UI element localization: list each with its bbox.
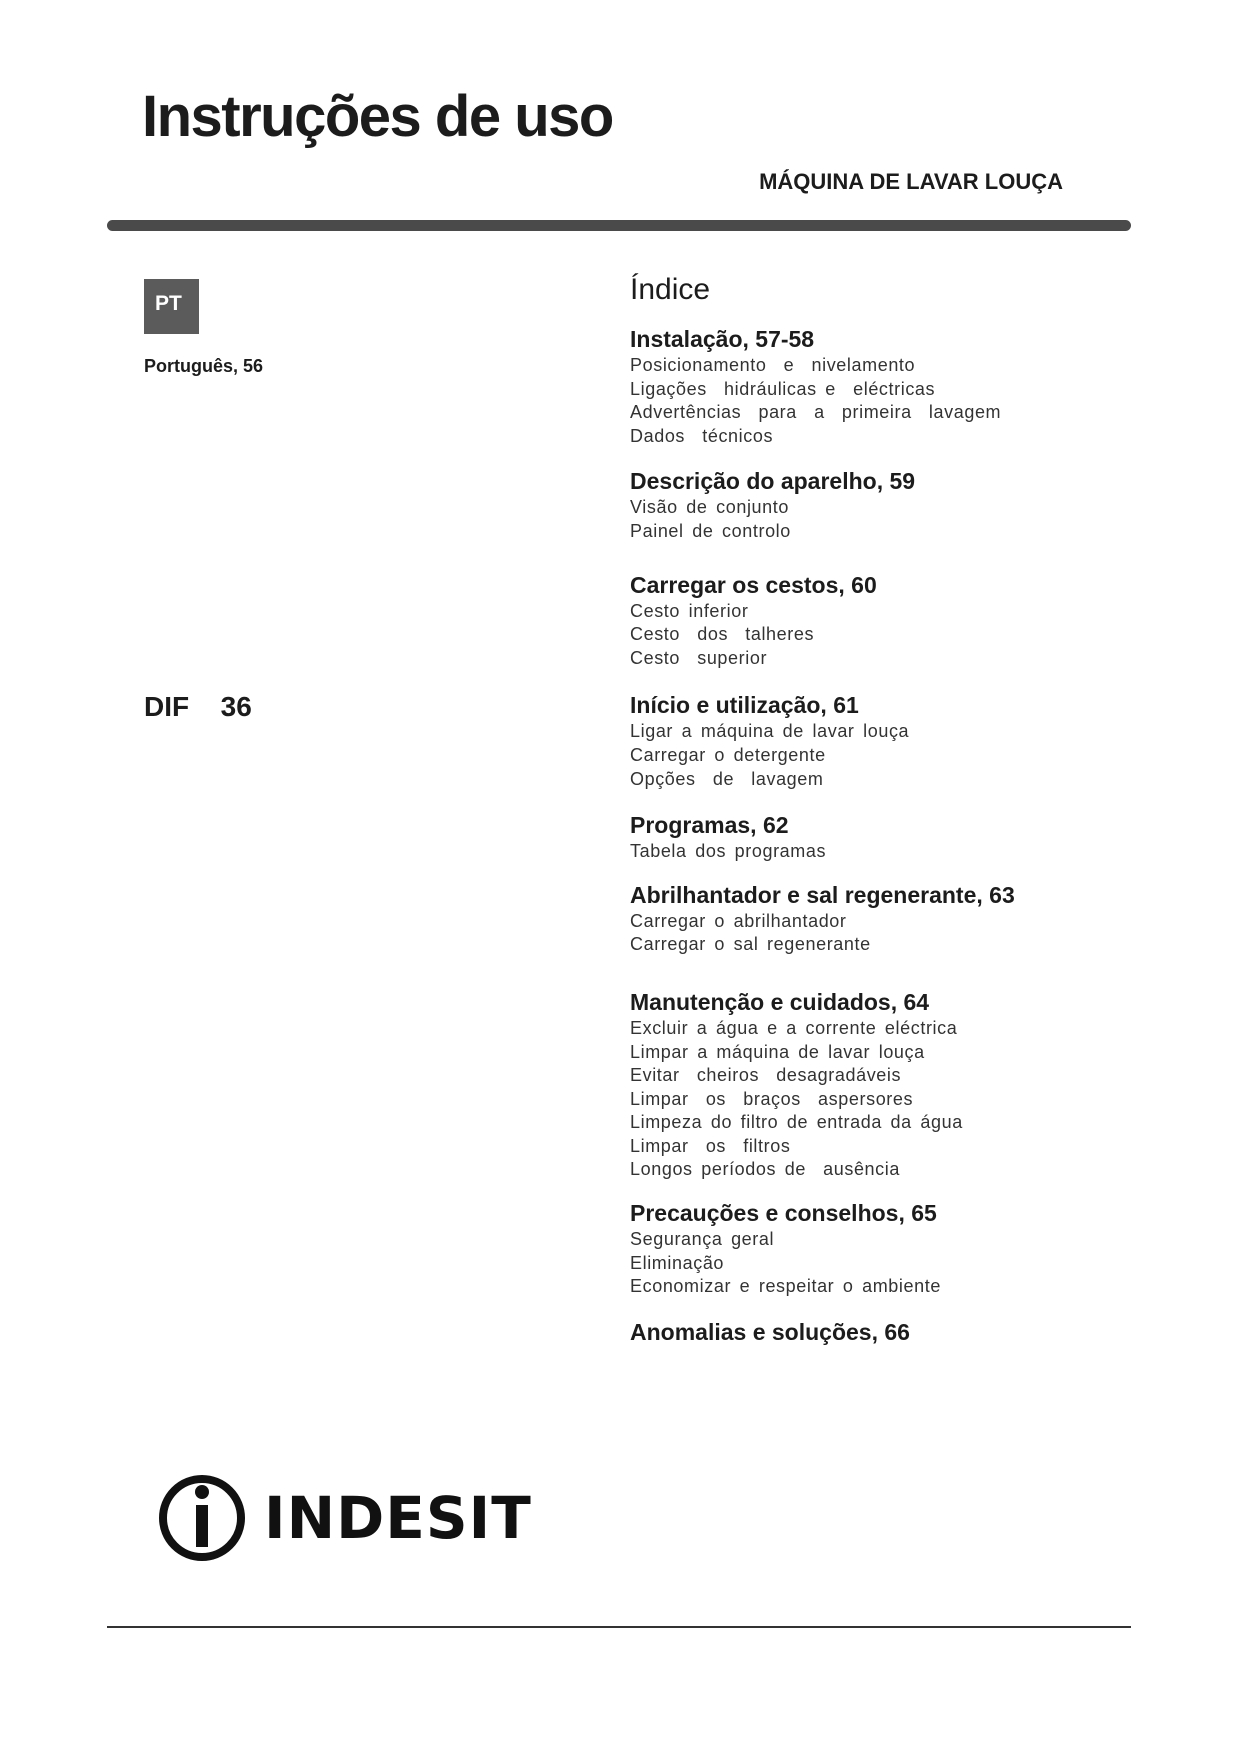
- page-title: Instruções de uso: [142, 84, 613, 149]
- toc-section-title: Abrilhantador e sal regenerante, 63: [630, 881, 1015, 908]
- toc-section: [630, 987, 1190, 1182]
- toc-subitem: Limpar os braços aspersores: [630, 1088, 914, 1109]
- toc-subitem: Visão de conjunto: [630, 497, 789, 518]
- toc-section: [630, 466, 1190, 543]
- toc-section-title: Programas, 62: [630, 812, 789, 839]
- toc-subitem: Advertências para a primeira lavagem: [630, 402, 1002, 423]
- toc-subitem: Opções de lavagem: [630, 768, 824, 789]
- model-number: DIF 36: [144, 691, 252, 722]
- language-badge: PT: [144, 279, 199, 334]
- indesit-i-icon: [156, 1472, 248, 1564]
- toc-section-title: Precauções e conselhos, 65: [630, 1200, 937, 1227]
- brand-logo: [156, 1472, 532, 1564]
- toc-section: [630, 810, 1190, 864]
- toc-subitem: Excluir a água e a corrente eléctrica: [630, 1017, 958, 1038]
- toc-section-title: Início e utilização, 61: [630, 692, 859, 719]
- toc-section-title: Manutenção e cuidados, 64: [630, 988, 930, 1015]
- toc-section-title: Carregar os cestos, 60: [630, 571, 877, 598]
- toc-subitem: Limpeza do filtro de entrada da água: [630, 1112, 963, 1133]
- toc-subitem: Cesto superior: [630, 647, 768, 668]
- toc-subitem: Dados técnicos: [630, 425, 774, 446]
- toc-section-title: Instalação, 57-58: [630, 326, 815, 352]
- toc-subitem: Cesto dos talheres: [630, 624, 815, 645]
- toc-section: [630, 324, 1190, 448]
- toc-subitem: Evitar cheiros desagradáveis: [630, 1065, 902, 1086]
- toc-subitem: Posicionamento e nivelamento: [630, 355, 916, 375]
- footer-divider: [107, 1626, 1131, 1628]
- toc-section-title: Anomalias e soluções, 66: [630, 1318, 910, 1345]
- toc-subitem: Limpar a máquina de lavar louça: [630, 1041, 925, 1062]
- toc-subitem: Longos períodos de ausência: [630, 1159, 900, 1180]
- toc-subitem: Carregar o abrilhantador: [630, 910, 847, 931]
- toc-subitem: Economizar e respeitar o ambiente: [630, 1276, 941, 1297]
- toc-section: [630, 880, 1190, 957]
- toc-section: [630, 1198, 1190, 1299]
- toc-section: [630, 690, 1190, 791]
- toc-heading: Índice: [630, 273, 711, 306]
- toc-section: [630, 570, 1190, 671]
- toc-subitem: Carregar o detergente: [630, 744, 826, 765]
- toc-subitem: Segurança geral: [630, 1229, 775, 1250]
- toc-subitem: Limpar os filtros: [630, 1135, 791, 1156]
- toc-subitem: Carregar o sal regenerante: [630, 934, 871, 955]
- toc-section: [630, 1317, 1190, 1347]
- brand-name: INDESIT: [264, 1484, 532, 1552]
- toc-section-title: Descrição do aparelho, 59: [630, 468, 916, 495]
- language-entry: Português, 56: [144, 356, 264, 376]
- header-divider: [107, 220, 1131, 231]
- toc-subitem: Cesto inferior: [630, 600, 749, 621]
- toc-subitem: Ligar a máquina de lavar louça: [630, 721, 910, 742]
- product-type: MÁQUINA DE LAVAR LOUÇA: [759, 169, 1063, 194]
- toc-subitem: Tabela dos programas: [630, 841, 827, 862]
- table-of-contents: [630, 272, 1190, 1365]
- toc-subitem: Ligações hidráulicas e eléctricas: [630, 378, 936, 399]
- toc-subitem: Painel de controlo: [630, 520, 791, 541]
- toc-sections: [630, 324, 1190, 1347]
- toc-subitem: Eliminação: [630, 1252, 725, 1273]
